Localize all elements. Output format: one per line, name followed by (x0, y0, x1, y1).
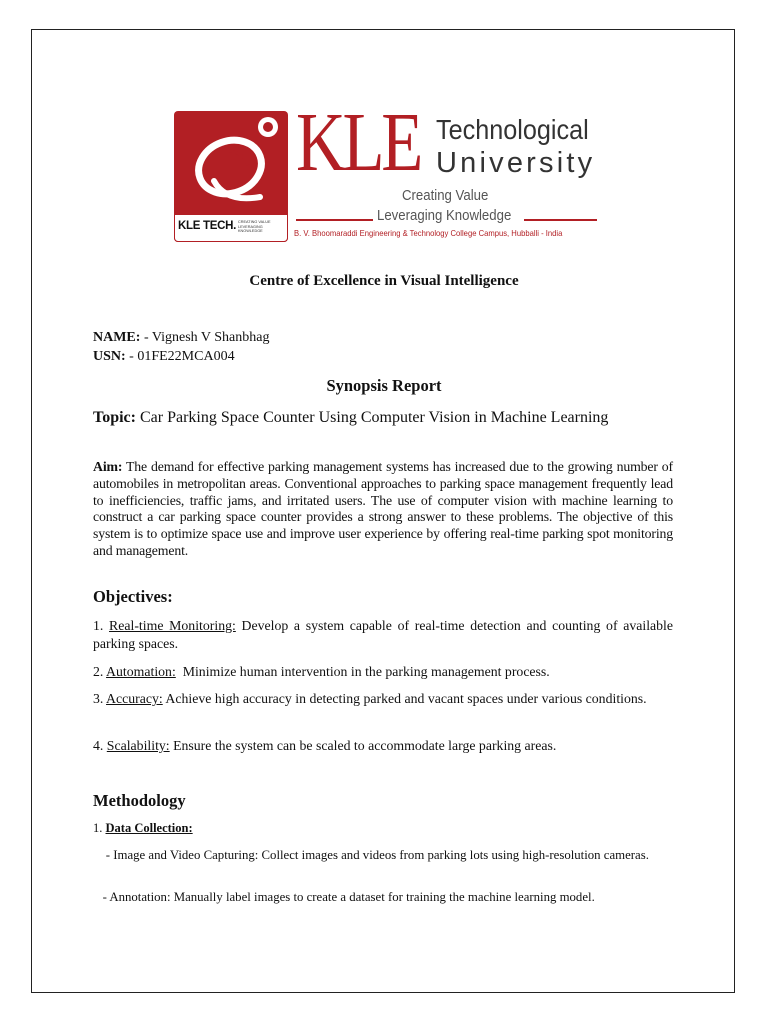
synopsis-title: Synopsis Report (326, 376, 442, 395)
objective-text: Ensure the system can be scaled to accommodate large parking areas. (169, 738, 557, 753)
topic (93, 407, 633, 428)
objective-title: Real-time Monitoring: (109, 618, 236, 633)
objective-item (93, 737, 673, 755)
q-emblem-icon (174, 111, 288, 215)
methodology-item: - Image and Video Capturing: Collect images and videos from parking lots using high-resolution cameras. (93, 848, 649, 862)
logo-word-university: University (436, 147, 596, 179)
logo-divider-right (524, 219, 597, 221)
logo-caption (174, 214, 288, 242)
methodology-heading: Methodology (93, 791, 186, 810)
objective-number: 1. (93, 618, 110, 633)
objective-number: 2. (93, 664, 107, 679)
topic-label: Topic: (93, 409, 136, 426)
name-label: NAME: (93, 330, 141, 345)
objective-text: Develop a system capable of real-time detection and counting of available parking spaces. (93, 618, 674, 651)
objective-text: Minimize human intervention in the parking management process. (175, 664, 550, 679)
objective-number: 3. (93, 691, 107, 706)
logo-divider-left (296, 219, 373, 221)
logo-caption-name: KLE TECH. (178, 220, 236, 232)
logo-campus: B. V. Bhoomaraddi Engineering & Technology College Campus, Hubballi - India (294, 228, 563, 238)
methodology-step-title: Data Collection: (105, 821, 193, 835)
methodology-step (93, 821, 193, 836)
objective-number: 4. (93, 738, 107, 753)
logo-brand: KLE (296, 96, 421, 189)
objectives-heading: Objectives: (93, 587, 173, 606)
usn-value: - 01FE22MCA004 (125, 349, 235, 364)
objective-title: Scalability: (106, 738, 170, 753)
methodology-item: - Annotation: Manually label images to create a dataset for training the machine learning model. (93, 890, 595, 904)
objective-text: Achieve high accuracy in detecting parked and vacant spaces under various conditions. (162, 691, 647, 706)
objective-title: Accuracy: (106, 691, 163, 706)
name-line (93, 330, 270, 346)
methodology-step-number: 1. (93, 821, 106, 835)
aim-paragraph (93, 459, 673, 560)
objective-item (93, 617, 673, 652)
logo-emblem (174, 111, 288, 242)
logo-word-technological: Technological (436, 114, 589, 145)
aim-label: Aim: (93, 459, 123, 474)
name-value: - Vignesh V Shanbhag (140, 330, 270, 345)
aim-text: The demand for effective parking management systems has increased due to the growing number of automobiles in metropolitan areas. Conventional approaches to parking space management frequently lead to inefficiencies, traffic jams, and irritated users. The use of computer vision with machine learning to construct a car parking space counter provides a strong answer to these problems. The objective of this system is to optimize space use and improve user experience by offering real-time parking spot monitoring and management. (93, 459, 673, 558)
usn-label: USN: (93, 349, 126, 364)
objective-item (93, 690, 673, 708)
logo-tagline-1: Creating Value (402, 187, 489, 204)
centre-title: Centre of Excellence in Visual Intelligence (249, 273, 519, 289)
university-logo (174, 96, 604, 245)
logo-tagline-2: Leveraging Knowledge (377, 207, 512, 224)
logo-caption-tag: CREATING VALUE LEVERAGING KNOWLEDGE (238, 220, 271, 233)
usn-line (93, 349, 235, 365)
objective-item (93, 663, 673, 681)
objective-title: Automation: (106, 664, 176, 679)
topic-value: Car Parking Space Counter Using Computer Vision in Machine Learning (135, 409, 609, 426)
